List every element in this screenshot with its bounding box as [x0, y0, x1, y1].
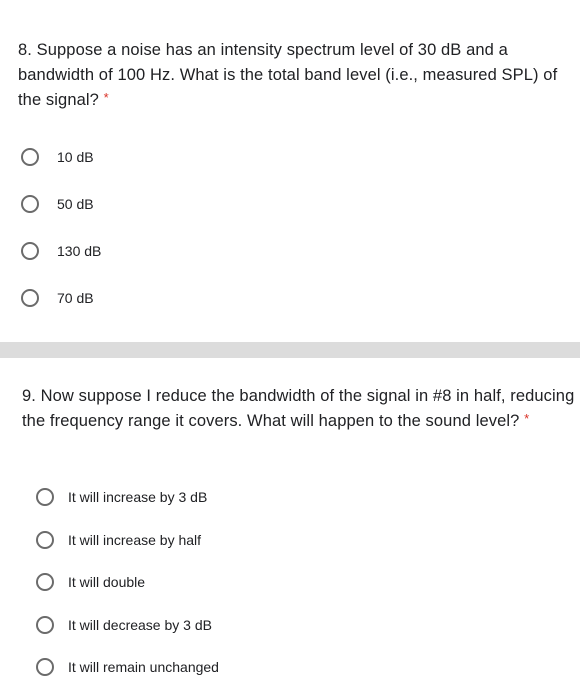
option-label: 130 dB	[57, 243, 102, 259]
question-9-option-unchanged[interactable]	[36, 656, 580, 678]
question-card-9	[0, 358, 580, 700]
option-label: It will increase by half	[68, 531, 202, 548]
question-9-options	[36, 486, 580, 699]
radio-button-icon[interactable]	[21, 195, 39, 213]
question-8-text: 8. Suppose a noise has an intensity spectrum level of 30 dB and a bandwidth of 100 Hz. What is the total band level (i.e., measured SPL) of the signal?	[18, 41, 558, 109]
radio-button-icon[interactable]	[21, 289, 39, 307]
question-9-text: 9. Now suppose I reduce the bandwidth of the signal in #8 in half, reducing the frequency range it covers. What will happen to the sound level?	[22, 387, 575, 430]
required-asterisk: *	[524, 411, 530, 426]
question-8-option-130db[interactable]	[21, 240, 580, 262]
option-label: It will increase by 3 dB	[68, 489, 208, 505]
option-label: It will decrease by 3 dB	[68, 616, 212, 633]
question-card-8	[0, 0, 580, 342]
question-9-option-increase-half[interactable]	[36, 529, 580, 551]
radio-button-icon[interactable]	[36, 616, 54, 634]
question-8-option-10db[interactable]	[21, 146, 580, 168]
radio-button-icon[interactable]	[21, 148, 39, 166]
radio-button-icon[interactable]	[21, 242, 39, 260]
question-8-options	[21, 146, 580, 334]
option-label: It will remain unchanged	[68, 659, 219, 675]
radio-button-icon[interactable]	[36, 573, 54, 591]
question-9-option-increase-3db[interactable]	[36, 486, 580, 508]
option-label: It will double	[68, 574, 146, 590]
option-label: 70 dB	[57, 290, 94, 306]
radio-button-icon[interactable]	[36, 488, 54, 506]
radio-button-icon[interactable]	[36, 658, 54, 676]
question-8-title	[0, 38, 578, 113]
option-label: 10 dB	[57, 149, 94, 165]
option-label: 50 dB	[57, 196, 94, 212]
question-9-title	[0, 384, 578, 434]
required-asterisk: *	[103, 90, 109, 105]
question-8-option-70db[interactable]	[21, 287, 580, 309]
radio-button-icon[interactable]	[36, 531, 54, 549]
question-8-option-50db[interactable]	[21, 193, 580, 215]
question-9-option-double[interactable]	[36, 571, 580, 593]
question-9-option-decrease-3db[interactable]	[36, 614, 580, 636]
